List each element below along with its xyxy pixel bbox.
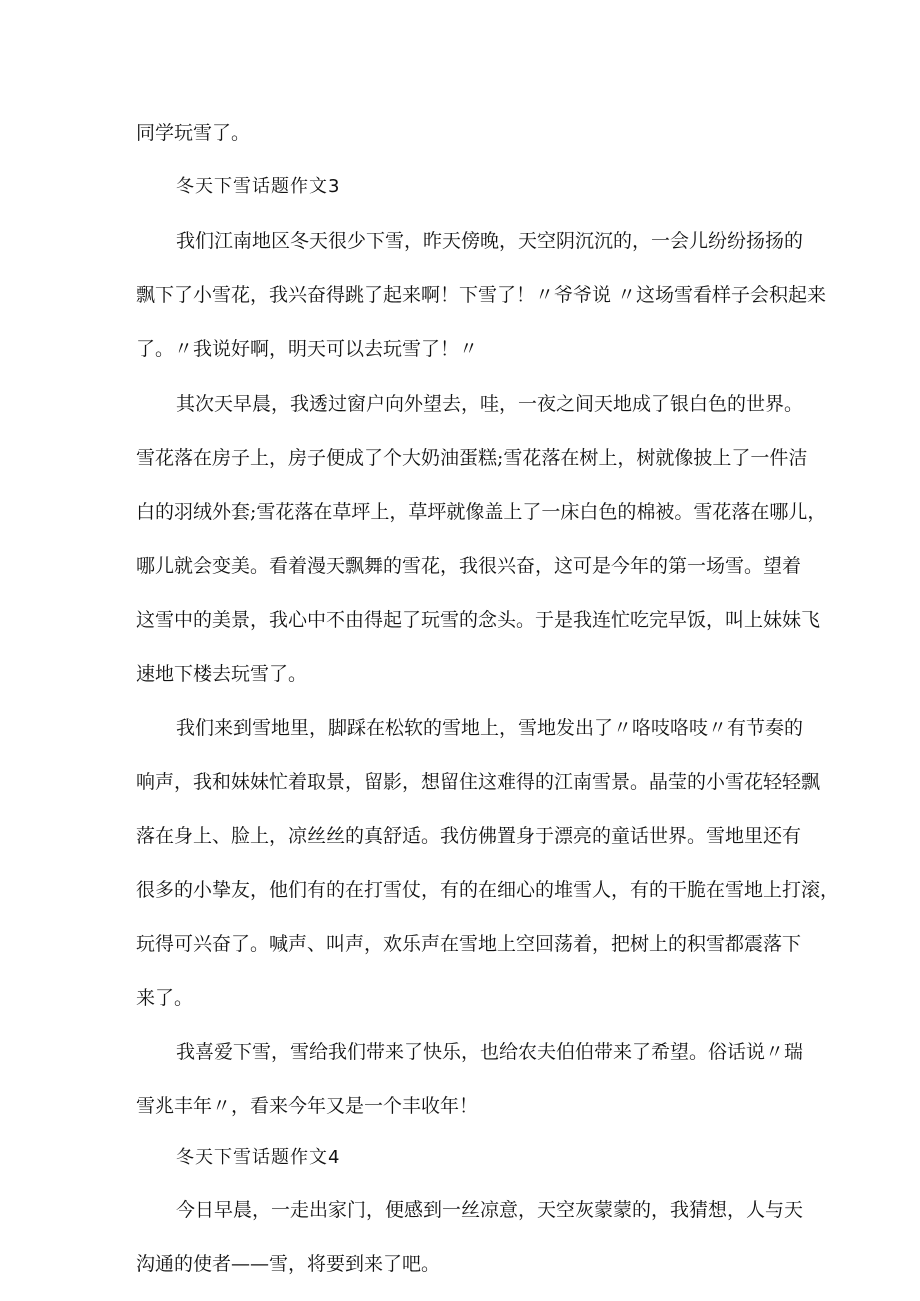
paragraph-line: 哪儿就会变美。看着漫天飘舞的雪花，我很兴奋，这可是今年的第一场雪。望着 (136, 555, 802, 577)
paragraph-line: 我喜爱下雪，雪给我们带来了快乐，也给农夫伯伯带来了希望。俗话说〃瑞 (176, 1041, 804, 1063)
paragraph-line: 其次天早晨，我透过窗户向外望去，哇，一夜之间天地成了银白色的世界。 (176, 393, 804, 415)
paragraph-line: 响声，我和妹妹忙着取景，留影，想留住这难得的江南雪景。晶莹的小雪花轻轻飘 (136, 771, 821, 793)
paragraph-line: 这雪中的美景，我心中不由得起了玩雪的念头。于是我连忙吃完早饭，叫上妹妹飞 (136, 609, 821, 631)
paragraph-line: 雪花落在房子上，房子便成了个大奶油蛋糕;雪花落在树上，树就像披上了一件洁 (136, 447, 808, 469)
paragraph-line: 我们江南地区冬天很少下雪，昨天傍晚，天空阴沉沉的，一会儿纷纷扬扬的 (176, 230, 804, 252)
paragraph-line: 白的羽绒外套;雪花落在草坪上，草坪就像盖上了一床白色的棉被。雪花落在哪儿， (136, 501, 827, 523)
paragraph-line: 今日早晨，一走出家门，便感到一丝凉意，天空灰蒙蒙的，我猜想，人与天 (176, 1199, 804, 1221)
paragraph-line: 很多的小挚友，他们有的在打雪仗，有的在细心的堆雪人，有的干脆在雪地上打滚， (136, 879, 840, 901)
paragraph-line: 来了。 (136, 987, 194, 1009)
paragraph-line: 沟通的使者——雪，将要到来了吧。 (136, 1253, 441, 1275)
paragraph-line: 雪兆丰年〃，看来今年又是一个丰收年！ (136, 1095, 479, 1117)
paragraph-line: 了。〃我说好啊，明天可以去玩雪了！〃 (136, 338, 479, 360)
paragraph-line: 同学玩雪了。 (136, 122, 251, 144)
paragraph-line: 落在身上、脸上，凉丝丝的真舒适。我仿佛置身于漂亮的童话世界。雪地里还有 (136, 825, 802, 847)
paragraph-line: 飘下了小雪花，我兴奋得跳了起来啊！下雪了！〃爷爷说 〃这场雪看样子会积起来 (136, 284, 827, 306)
essay-heading-4: 冬天下雪话题作文4 (176, 1147, 341, 1168)
paragraph-line: 速地下楼去玩雪了。 (136, 663, 308, 685)
essay-heading-3: 冬天下雪话题作文3 (176, 176, 341, 197)
paragraph-line: 我们来到雪地里，脚踩在松软的雪地上，雪地发出了〃咯吱咯吱〃有节奏的 (176, 717, 804, 739)
paragraph-line: 玩得可兴奋了。喊声、叫声，欢乐声在雪地上空回荡着，把树上的积雪都震落下 (136, 933, 802, 955)
